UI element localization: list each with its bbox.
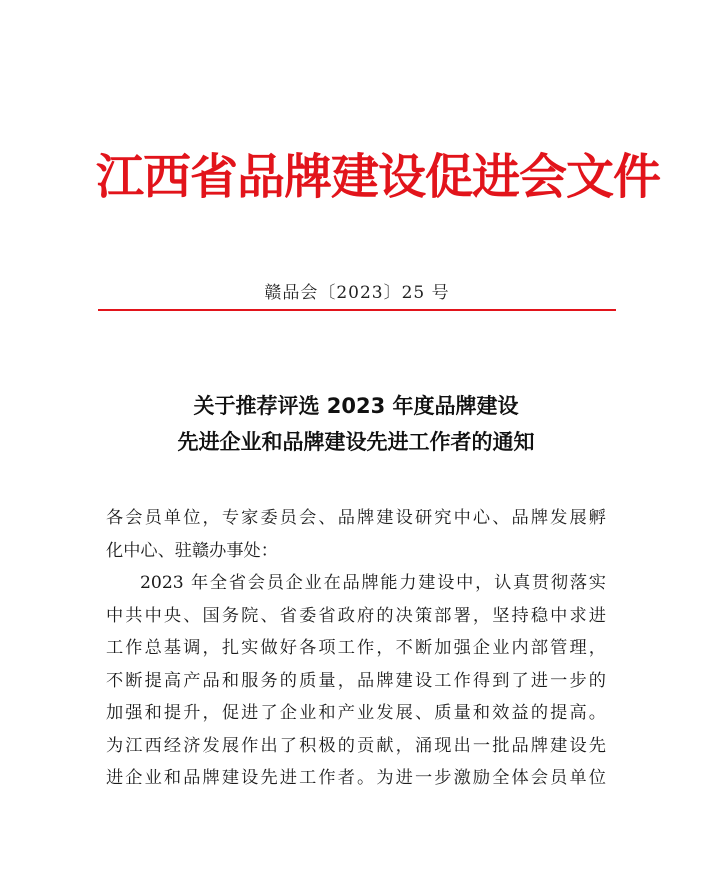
paragraph-line-7: 进企业和品牌建设先进工作者。为进一步激励全体会员单位 [106, 768, 606, 788]
salutation-line-1: 各会员单位，专家委员会、品牌建设研究中心、品牌发展孵 [106, 508, 606, 528]
paragraph-line-1: 2023 年全省会员企业在品牌能力建设中，认真贯彻落实 [140, 573, 606, 593]
paragraph-line-4: 不断提高产品和服务的质量，品牌建设工作得到了进一步的 [106, 670, 606, 691]
document-header-title: 江西省品牌建设促进会文件 [96, 149, 661, 205]
paragraph-line-5: 加强和提升，促进了企业和产业发展、质量和效益的提高。 [106, 703, 606, 723]
document-number: 赣品会〔2023〕25 号 [264, 283, 450, 303]
paragraph-line-3: 工作总基调，扎实做好各项工作，不断加强企业内部管理， [106, 638, 606, 658]
paragraph-line-6: 为江西经济发展作出了积极的贡献，涌现出一批品牌建设先 [106, 735, 606, 756]
notice-title-line-1: 关于推荐评选 2023 年度品牌建设 [193, 394, 519, 418]
paragraph-line-2: 中共中央、国务院、省委省政府的决策部署，坚持稳中求进 [106, 605, 606, 626]
salutation-line-2: 化中心、驻赣办事处： [106, 540, 278, 561]
notice-body [106, 502, 606, 795]
notice-title-line-2: 先进企业和品牌建设先进工作者的通知 [177, 430, 535, 454]
red-divider-line [98, 309, 616, 311]
notice-title [96, 388, 616, 460]
